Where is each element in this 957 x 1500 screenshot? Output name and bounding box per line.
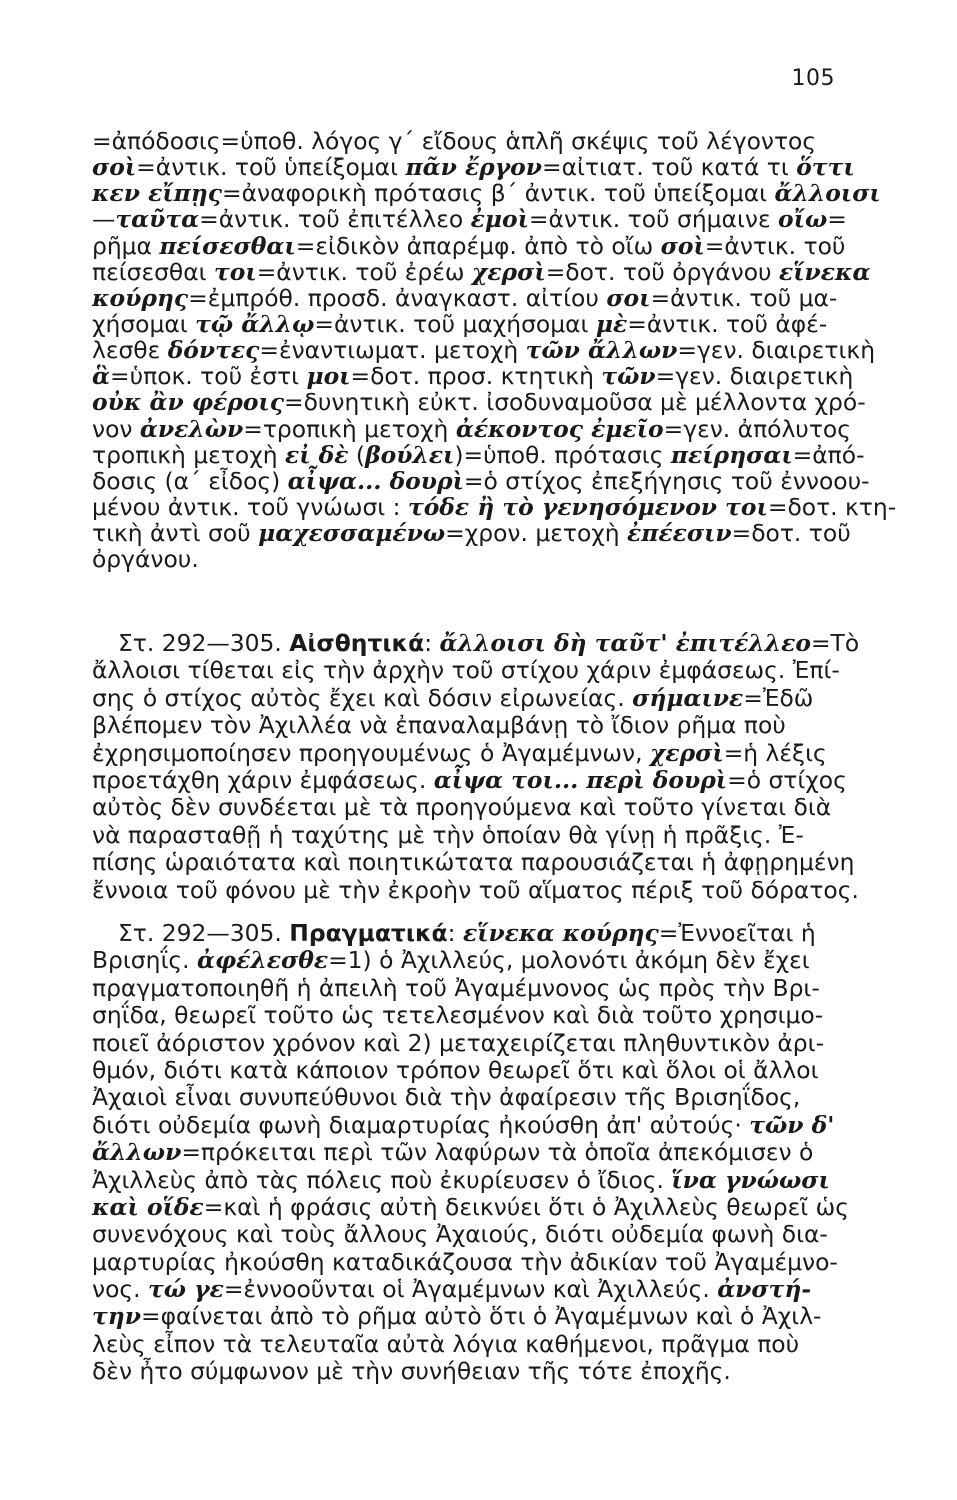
text-run: =ἀντικ. τοῦ: [704, 231, 846, 260]
paragraph-factual-notes: [92, 919, 849, 1386]
text-run: (: [348, 440, 366, 469]
text-line: [92, 822, 844, 849]
text-run: =: [827, 205, 847, 234]
text-run: Ἀχαιοὶ εἶναι συνυπεύθυνοι διὰ τὴν ἀφαίρεσιν τῆς Βρισηΐδος,: [92, 1083, 801, 1112]
text-line: [92, 1030, 844, 1057]
text-run: =ἐμπρόθ. προσδ. ἀναγκαστ. αἰτίου: [188, 283, 607, 312]
text-run: τικὴ ἀντὶ σοῦ: [92, 519, 259, 548]
text-run: =ὁ στίχος: [727, 765, 847, 794]
text-run: συνενόχους καὶ τοὺς ἄλλους Ἀχαιούς, διότι οὐδεμία φωνὴ δια-: [92, 1220, 828, 1249]
text-line: [92, 519, 851, 548]
text-run: βλέπομεν τὸν Ἀχιλλέα νὰ ἐπαναλαμβάνῃ τὸ ἴδιον ρῆμα ποὺ: [92, 711, 786, 740]
text-run: =ἀπόδοσις=ὑποθ. λόγος γ΄ εἴδους ἁπλῆ σκέψις τοῦ λέγοντος: [92, 127, 817, 155]
text-run: διότι οὐδεμία φωνὴ διαμαρτυρίας ἠκούσθη ἀπ' αὐτούς·: [92, 1110, 750, 1139]
text-line: [92, 1167, 844, 1194]
text-line: [92, 546, 844, 572]
text-run: =ἀντικ. τοῦ ὑπείξομαι: [136, 153, 406, 182]
text-run: =δοτ. κτη-: [767, 492, 897, 521]
text-run: Στ. 292—305.: [118, 919, 290, 947]
text-run: =ἀντικ. τοῦ μα-: [650, 283, 838, 312]
text-run: =γεν. διαιρετικὴ: [655, 362, 854, 391]
greek-term: ἀφέλεσθε: [196, 946, 329, 975]
text-line: [92, 1358, 844, 1385]
text-run: —: [92, 205, 116, 234]
greek-term: τώ γε: [147, 1275, 224, 1304]
text-run: =Ἐννοεῖται ἡ: [658, 919, 816, 947]
text-line: [92, 685, 844, 712]
text-run: πραγματοποιηθῆ ἡ ἀπειλὴ τοῦ Ἀγαμέμνονος ὡς πρὸς τὴν Βρι-: [92, 973, 820, 1002]
text-run: =ὁ στίχος ἐπεξήγησις τοῦ ἐννοου-: [463, 466, 870, 495]
text-run: =φαίνεται ἀπὸ τὸ ρῆμα αὐτὸ ὅτι ὁ Ἀγαμέμνων καὶ ὁ Ἀχιλ-: [140, 1302, 822, 1331]
text-line: [92, 311, 844, 337]
text-line: [92, 1331, 844, 1358]
text-line: [92, 205, 847, 234]
text-line: [92, 414, 851, 443]
text-line: [92, 1084, 844, 1111]
text-run: =1) ὁ Ἀχιλλεύς, μολονότι ἀκόμη δὲν ἔχει: [328, 946, 810, 975]
text-line: [92, 1192, 849, 1221]
text-line: [92, 336, 876, 365]
text-line: [92, 233, 844, 259]
text-run: Βρισηΐς.: [92, 946, 197, 975]
text-run: )=ὑποθ. πρότασις: [454, 440, 671, 469]
text-line: [92, 1249, 844, 1276]
text-run: λεσθε: [92, 336, 168, 365]
text-line: [92, 920, 844, 947]
text-run: πίσης ὡραιότατα καὶ ποιητικώτατα παρουσιάζεται ἡ ἀφῃρημένη: [92, 848, 855, 877]
text-run: μαρτυρίας ἠκούσθη καταδικάζουσα τὴν ἀδικίαν τοῦ Ἀγαμέμνο-: [92, 1247, 838, 1276]
greek-term: τοι: [214, 257, 257, 286]
greek-term: τῶν δ': [749, 1110, 835, 1139]
text-line: [92, 975, 844, 1002]
text-run: μένου ἀντικ. τοῦ γνώωσι :: [92, 492, 408, 521]
text-run: =πρόκειται περὶ τῶν λαφύρων τὰ ὁποῖα ἀπεκόμισεν ὁ: [181, 1138, 814, 1167]
text-run: ποιεῖ ἀόριστον χρόνον καὶ 2) μεταχειρίζεται πληθυντικὸν ἀρι-: [92, 1028, 825, 1057]
text-line: [92, 257, 871, 286]
text-line: [92, 179, 881, 208]
text-line: [92, 875, 859, 904]
paragraph-syntax-notes: [92, 127, 897, 574]
text-line: [92, 1303, 844, 1330]
greek-term: κεν εἴπῃς: [92, 179, 223, 208]
text-run: =γεν. ἀπόλυτος: [663, 414, 851, 443]
text-run: =Τὸ: [810, 629, 860, 657]
greek-term: πᾶν ἔργον: [405, 153, 542, 182]
text-line: [92, 794, 844, 821]
text-run: Ἀχιλλεὺς ἀπὸ τὰς πόλεις ποὺ ἐκυρίευσεν ὁ ἴδιος.: [92, 1165, 672, 1194]
text-line: [92, 657, 844, 684]
greek-term: μοι: [306, 362, 351, 391]
text-run: Στ. 292—305.: [118, 629, 290, 657]
text-line: [92, 388, 866, 417]
greek-term: εἵνεκα κούρης: [462, 919, 659, 947]
greek-term: κούρης: [92, 283, 189, 312]
greek-term: χερσὶ: [649, 738, 724, 767]
greek-term: σοὶ: [92, 153, 137, 182]
greek-term: ἄλλοισι: [774, 179, 881, 208]
paragraph-aesthetic-notes: [92, 629, 860, 904]
text-run: =γεν. διαιρετικὴ: [677, 336, 876, 365]
section-heading: Πραγματικά: [289, 919, 448, 947]
text-run: προετάχθη χάριν ἐμφάσεως.: [92, 765, 434, 794]
greek-term: ἐπέεσιν: [627, 519, 732, 548]
text-run: ἄλλοισι τίθεται εἰς τὴν ἀρχὴν τοῦ στίχου χάριν ἐμφάσεως. Ἐπί-: [92, 656, 840, 685]
text-line: [92, 947, 844, 974]
text-run: =δοτ. τοῦ ὀργάνου: [545, 257, 779, 286]
text-run: νὰ παρασταθῇ ἡ ταχύτης μὲ τὴν ὁποίαν θὰ γίνῃ ἡ πρᾶξις. Ἐ-: [92, 820, 804, 849]
greek-term: εἰ δὲ: [284, 440, 349, 469]
greek-term: σοὶ: [660, 231, 705, 260]
text-line: [92, 712, 844, 739]
text-run: =ἀντικ. τοῦ σήμαινε: [528, 205, 779, 234]
text-run: ἔννοια τοῦ φόνου μὲ τὴν ἐκροὴν τοῦ αἵματος πέριξ τοῦ δόρατος.: [92, 875, 859, 904]
greek-term: οἴω: [778, 205, 828, 234]
text-line: [92, 629, 860, 657]
greek-term: ἀνστή-: [717, 1275, 812, 1304]
greek-term: ἃ: [92, 362, 110, 391]
greek-term: αἶψα τοι... περὶ δουρὶ: [433, 765, 728, 794]
text-line: [92, 1221, 844, 1248]
text-run: λεὺς εἶπον τὰ τελευταῖα αὐτὰ λόγια καθήμενοι, πρᾶγμα ποὺ: [92, 1329, 800, 1358]
text-run: ἐχρησιμοποίησεν προηγουμένως ὁ Ἀγαμέμνων,: [92, 738, 650, 767]
text-run: τροπικὴ μετοχὴ: [92, 440, 285, 469]
text-line: [92, 1112, 844, 1139]
greek-term: ἀέκοντος ἐμεῖο: [455, 414, 664, 443]
greek-term: αἶψα... δουρὶ: [287, 466, 464, 495]
text-run: θμόν, διότι κατὰ κάποιον τρόπον θεωρεῖ ὅτι καὶ ὅλοι οἱ ἄλλοι: [92, 1055, 819, 1084]
greek-term: ὅττι: [796, 153, 855, 182]
greek-term: εἵνεκα: [779, 257, 871, 286]
greek-term: τῷ ἄλλῳ: [195, 309, 315, 338]
text-run: :: [447, 919, 463, 947]
text-line: [92, 1276, 844, 1303]
text-line: [92, 492, 897, 521]
text-line: [92, 740, 844, 767]
text-run: δοσις (α΄ εἶδος): [92, 466, 288, 495]
greek-term: δόντες: [167, 336, 260, 365]
text-run: =ἀντικ. τοῦ ἐπιτέλλεο: [199, 205, 471, 234]
greek-term: πείσεσθαι: [159, 231, 296, 260]
text-line: [92, 848, 855, 877]
page-number: 105: [791, 66, 835, 91]
greek-term: βούλει: [365, 440, 455, 469]
text-run: ὀργάνου.: [92, 545, 199, 574]
text-line: [92, 466, 870, 495]
text-run: =ἀντικ. τοῦ ἐρέω: [256, 257, 472, 286]
text-run: =ἐναντιωματ. μετοχὴ: [259, 336, 526, 365]
text-run: =δοτ. προσ. κτητικὴ: [350, 362, 602, 391]
text-line: [92, 1002, 844, 1029]
text-run: σηΐδα, θεωρεῖ τοῦτο ὡς τετελεσμένον καὶ διὰ τοῦτο χρησιμο-: [92, 1001, 824, 1030]
text-run: δὲν ἦτο σύμφωνον μὲ τὴν συνήθειαν τῆς τότε ἐποχῆς.: [92, 1357, 731, 1386]
greek-term: ἀνελὼν: [139, 414, 244, 443]
text-run: =εἰδικὸν ἀπαρέμφ. ἀπὸ τὸ οἴω: [295, 231, 661, 260]
greek-term: μαχεσσαμένω: [258, 519, 446, 548]
greek-term: καὶ οἵδε: [92, 1192, 204, 1221]
greek-term: χερσὶ: [471, 257, 546, 286]
text-run: =ἀντικ. τοῦ ἀφέ-: [627, 309, 828, 338]
text-run: χήσομαι: [92, 309, 196, 338]
greek-term: σήμαινε: [632, 683, 744, 712]
text-run: πείσεσθαι: [92, 257, 215, 286]
text-line: [92, 765, 847, 794]
text-run: =ἀπό-: [792, 440, 865, 469]
greek-term: ἄλλων: [92, 1138, 182, 1167]
text-line: [92, 153, 855, 182]
text-run: =ἀναφορικὴ πρότασις β΄ ἀντικ. τοῦ ὑπείξομαι: [222, 179, 775, 208]
greek-term: τῶν: [601, 362, 656, 391]
text-run: νον: [92, 414, 140, 443]
text-line: [92, 1139, 844, 1166]
text-run: ρῆμα: [92, 231, 160, 260]
text-line: [92, 440, 865, 469]
greek-term: ἵνα γνώωσι: [671, 1165, 830, 1194]
text-line: [92, 1057, 844, 1084]
text-line: [92, 362, 854, 391]
text-run: =ἀντικ. τοῦ μαχήσομαι: [314, 309, 596, 338]
text-line: [92, 128, 844, 154]
greek-term: την: [92, 1302, 141, 1331]
text-run: =Ἐδῶ: [743, 683, 814, 712]
text-run: =χρον. μετοχὴ: [445, 519, 628, 548]
text-run: =δυνητικὴ εὐκτ. ἰσοδυναμοῦσα μὲ μέλλοντα χρό-: [283, 388, 866, 417]
text-run: :: [424, 629, 440, 657]
text-run: =τροπικὴ μετοχὴ: [243, 414, 456, 443]
text-run: σης ὁ στίχος αὐτὸς ἔχει καὶ δόσιν εἰρωνείας.: [92, 683, 633, 712]
text-run: =δοτ. τοῦ: [731, 519, 851, 548]
text-run: =ἡ λέξις: [723, 738, 827, 767]
text-run: =αἰτιατ. τοῦ κατά τι: [542, 153, 797, 182]
text-run: =ὑποκ. τοῦ ἐστι: [110, 362, 307, 391]
greek-term: πείρησαι: [670, 440, 793, 469]
greek-term: ταῦτα: [115, 205, 200, 234]
greek-term: ἐμοὶ: [470, 205, 529, 234]
greek-term: τόδε ἢ τὸ γενησόμενον τοι: [407, 492, 768, 521]
greek-term: τῶν ἄλλων: [525, 336, 678, 365]
greek-term: οὐκ ἂν φέροις: [92, 388, 284, 417]
greek-term: ἄλλοισι δὴ ταῦτ' ἐπιτέλλεο: [439, 629, 811, 657]
text-line: [92, 285, 844, 311]
text-run: =ἐννοοῦνται οἱ Ἀγαμέμνων καὶ Ἀχιλλεύς.: [223, 1275, 718, 1304]
section-heading: Αἰσθητικά: [289, 629, 425, 657]
greek-term: μὲ: [595, 309, 628, 338]
text-run: αὐτὸς δὲν συνδέεται μὲ τὰ προηγούμενα καὶ τοῦτο γίνεται διὰ: [92, 793, 832, 822]
greek-term: σοι: [606, 283, 651, 312]
text-run: =καὶ ἡ φράσις αὐτὴ δεικνύει ὅτι ὁ Ἀχιλλεὺς θεωρεῖ ὡς: [203, 1192, 849, 1221]
text-run: νος.: [92, 1275, 148, 1304]
